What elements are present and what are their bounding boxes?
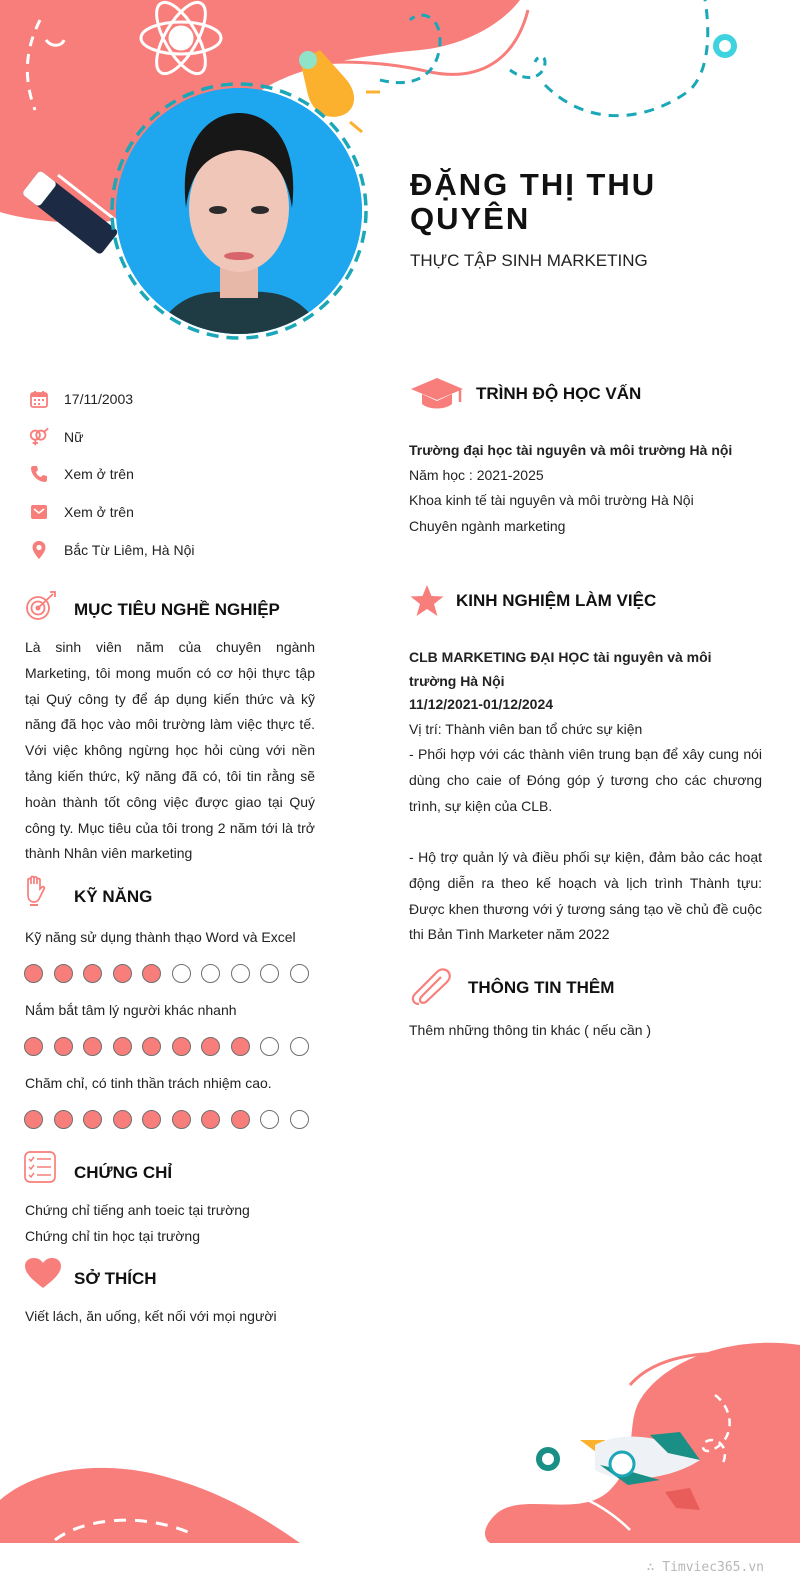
target-icon: [24, 590, 58, 629]
email-value: Xem ở trên: [64, 503, 134, 520]
school-name: Trường đại học tài nguyên và môi trường Hà nội: [409, 442, 733, 458]
certificate-item: Chứng chỉ tin học tại trường: [25, 1228, 201, 1244]
job-title: THỰC TẬP SINH MARKETING: [410, 251, 648, 270]
fist-icon: [24, 875, 48, 912]
phone-icon: [28, 463, 50, 485]
address-value: Bắc Từ Liêm, Hà Nội: [64, 541, 195, 558]
rating-dot-filled: [231, 1110, 250, 1129]
certificates-title: CHỨNG CHỈ: [74, 1163, 173, 1182]
school-major: Chuyên ngành marketing: [409, 518, 566, 534]
heart-icon: [24, 1257, 62, 1294]
profile-photo-frame: [108, 80, 370, 342]
rating-dot-filled: [24, 1037, 43, 1056]
skill-label: Kỹ năng sử dụng thành thạo Word và Excel: [25, 929, 296, 945]
objective-title: MỤC TIÊU NGHỀ NGHIỆP: [74, 600, 280, 619]
extra-text: Thêm những thông tin khác ( nếu cần ): [409, 1022, 652, 1038]
skill-rating: [24, 964, 319, 983]
rating-dot-filled: [24, 1110, 43, 1129]
rating-dot-filled: [24, 964, 43, 983]
rating-dot-filled: [231, 1037, 250, 1056]
gender-icon: [28, 426, 50, 448]
watermark: ∴ Timviec365.vn: [646, 1560, 764, 1575]
contact-row-address: [28, 531, 328, 569]
rating-dot-filled: [83, 964, 102, 983]
school-faculty: Khoa kinh tế tài nguyên và môi trường Hà Nội: [409, 492, 694, 508]
skill-rating: [24, 1037, 319, 1056]
hobbies-title: SỞ THÍCH: [74, 1269, 157, 1288]
skills-title: KỸ NĂNG: [74, 887, 153, 906]
contact-row-phone: [28, 455, 328, 493]
experience-description-1: - Phối hợp với các thành viên trung bạn để xây cung nói dùng cho caie of Đóng góp ý tương cho các chương trình, sự kiện của CLB.: [409, 746, 762, 814]
rating-dot-empty: [201, 964, 220, 983]
star-icon: [409, 584, 445, 623]
rating-dot-empty: [290, 1110, 309, 1129]
contact-info: [28, 380, 328, 568]
rating-dot-filled: [201, 1037, 220, 1056]
paperclip-icon: [409, 966, 455, 1013]
rating-dot-empty: [290, 1037, 309, 1056]
rating-dot-filled: [113, 1110, 132, 1129]
rating-dot-empty: [290, 964, 309, 983]
certificate-item: Chứng chỉ tiếng anh toeic tại trường: [25, 1202, 250, 1218]
gender-value: Nữ: [64, 428, 84, 445]
rating-dot-filled: [54, 1037, 73, 1056]
rating-dot-filled: [83, 1037, 102, 1056]
rating-dot-filled: [142, 964, 161, 983]
hobbies-text: Viết lách, ăn uống, kết nối với mọi người: [25, 1308, 277, 1324]
rating-dot-empty: [231, 964, 250, 983]
rating-dot-empty: [172, 964, 191, 983]
contact-row-birthday: [28, 380, 328, 418]
email-icon: [28, 501, 50, 523]
birthday-value: 17/11/2003: [64, 390, 134, 407]
graduation-cap-icon: [409, 374, 465, 417]
phone-value: Xem ở trên: [64, 466, 134, 483]
rating-dot-filled: [83, 1110, 102, 1129]
education-title: TRÌNH ĐỘ HỌC VẤN: [476, 384, 642, 403]
location-icon: [28, 539, 50, 561]
rating-dot-empty: [260, 1110, 279, 1129]
rating-dot-empty: [260, 964, 279, 983]
rating-dot-filled: [54, 964, 73, 983]
extra-title: THÔNG TIN THÊM: [468, 978, 615, 997]
experience-position: Vị trí: Thành viên ban tổ chức sự kiện: [409, 721, 643, 737]
candidate-name: ĐẶNG THỊ THU QUYÊN: [410, 167, 657, 236]
rating-dot-filled: [201, 1110, 220, 1129]
rating-dot-filled: [142, 1037, 161, 1056]
rating-dot-empty: [260, 1037, 279, 1056]
contact-row-email: [28, 493, 328, 531]
experience-period: 11/12/2021-01/12/2024: [409, 696, 554, 712]
rating-dot-filled: [142, 1110, 161, 1129]
objective-text: Là sinh viên năm của chuyên ngành Marketing, tôi mong muốn có cơ hội thực tập tại Quý công ty để áp dụng kiến thức và kỹ năng đã học vào môi trường làm việc thực tế. Với việc không ngừng học hỏi cùng với nền tảng kiến thức, kỹ năng đã có, tôi tin rằng sẽ hoàn thành tốt công việc được giao tại Quý công ty. Mục tiêu của tôi trong 2 năm tới là trở thành Nhân viên marketing: [25, 639, 315, 862]
skill-label: Chăm chỉ, có tinh thần trách nhiệm cao.: [25, 1075, 272, 1091]
footer-decoration: [0, 1340, 800, 1583]
skill-label: Nắm bắt tâm lý người khác nhanh: [25, 1002, 237, 1018]
experience-description-2: - Hộ trợ quản lý và điều phối sự kiện, đảm bảo các hoạt động diễn ra theo kế hoạch và lịch trình Thành tựu: Được khen thương với ý tương sáng tạo về chủ đề cuộc thi Bản Tình Marketer năm 2022: [409, 849, 762, 943]
rating-dot-filled: [54, 1110, 73, 1129]
school-year: Năm học : 2021-2025: [409, 467, 544, 483]
experience-title: KINH NGHIỆM LÀM VIỆC: [456, 591, 657, 610]
rating-dot-filled: [172, 1110, 191, 1129]
skill-rating: [24, 1110, 319, 1129]
rating-dot-filled: [113, 1037, 132, 1056]
rating-dot-filled: [172, 1037, 191, 1056]
experience-org: CLB MARKETING ĐẠI HỌC tài nguyên và môi trường Hà Nội: [409, 649, 712, 689]
checklist-icon: [24, 1150, 56, 1189]
contact-row-gender: [28, 418, 328, 456]
calendar-icon: [28, 388, 50, 410]
avatar: [116, 88, 362, 334]
rating-dot-filled: [113, 964, 132, 983]
